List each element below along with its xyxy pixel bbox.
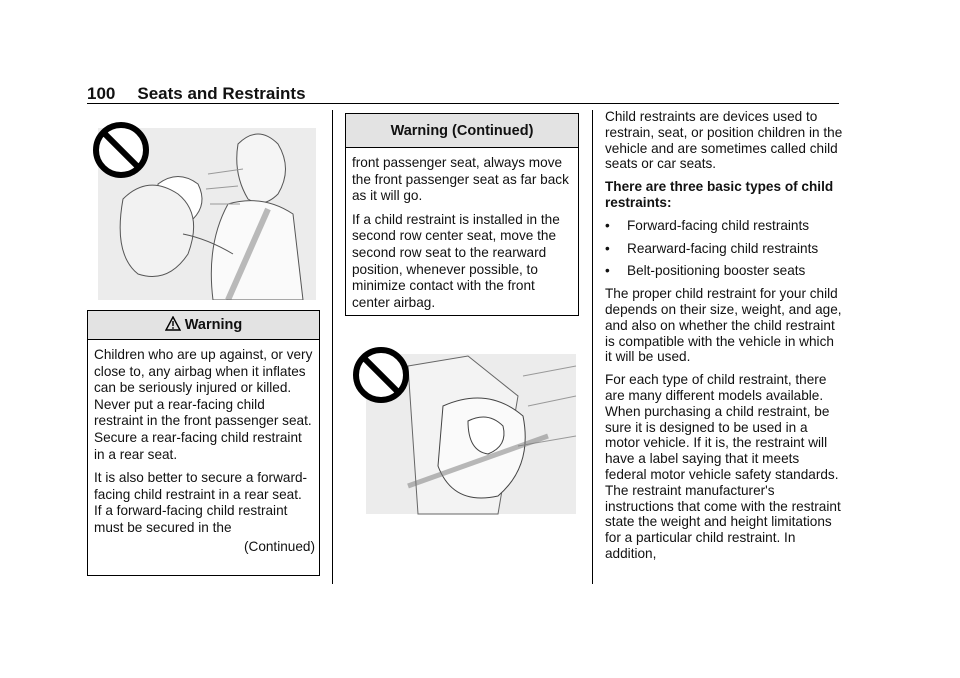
bullet-glyph: • bbox=[605, 240, 610, 256]
header-rule bbox=[87, 103, 839, 104]
intro-paragraph: Child restraints are devices used to restrain, seat, or position children in the vehicle and are sometimes called child seats or car seats. bbox=[605, 109, 843, 172]
prohibition-icon bbox=[356, 350, 406, 400]
column-divider-left bbox=[332, 110, 333, 584]
warning-paragraph: If a child restraint is installed in the second row center seat, move the second row seat to the rearward position, whenever possible, to minimize contact with the front center airbag. bbox=[352, 211, 560, 310]
types-heading: There are three basic types of child restraints: bbox=[605, 179, 834, 210]
bullet-glyph: • bbox=[605, 217, 610, 233]
body-text-column bbox=[605, 109, 843, 569]
warning-triangle-icon bbox=[165, 313, 181, 342]
page-header bbox=[87, 84, 839, 104]
prohibition-icon bbox=[96, 125, 146, 175]
illustration-rear-facing-seat-front bbox=[348, 336, 578, 516]
warning-box bbox=[87, 310, 320, 576]
body-paragraph: The proper child restraint for your child depends on their size, weight, and age, and also on whether the child restraint is compatible with the vehicle in which it will be used. bbox=[605, 286, 842, 365]
page-number: 100 bbox=[87, 84, 116, 103]
warning-header bbox=[88, 311, 319, 340]
section-title: Seats and Restraints bbox=[137, 84, 306, 103]
warning-paragraph: Children who are up against, or very close to, any airbag when it inflates can be seriously injured or killed. Never put a rear-facing child restraint in the front passenger seat. Secure a rear-facing child restraint in a rear seat. bbox=[94, 347, 313, 462]
body-paragraph: For each type of child restraint, there are many different models available. When purchasing a child restraint, be sure it is designed to be used in a motor vehicle. If it is, the restraint will have a label saying that it meets federal motor vehicle safety standards. The restraint manufacturer's instructions that come with the restraint state the weight and height limitations for a particular child restraint. In addition, bbox=[605, 372, 841, 561]
list-item: • Rearward-facing child restraints bbox=[605, 240, 819, 256]
column-divider-right bbox=[592, 110, 593, 584]
warning-continued-header: Warning (Continued) bbox=[346, 114, 578, 148]
warning-paragraph: front passenger seat, always move the front passenger seat as far back as it will go. bbox=[352, 155, 569, 204]
list-item: • Forward-facing child restraints bbox=[605, 217, 810, 233]
warning-continued-box bbox=[345, 113, 579, 316]
illustration-airbag-child-seat bbox=[88, 114, 320, 300]
continued-label: (Continued) bbox=[243, 538, 315, 554]
warning-title: Warning bbox=[184, 317, 243, 333]
list-item: • Belt-positioning booster seats bbox=[605, 263, 806, 279]
warning-paragraph: It is also better to secure a forward-facing child restraint in a rear seat. If a forward-facing child restraint must be secured in the bbox=[94, 470, 308, 535]
bullet-glyph: • bbox=[605, 263, 610, 279]
